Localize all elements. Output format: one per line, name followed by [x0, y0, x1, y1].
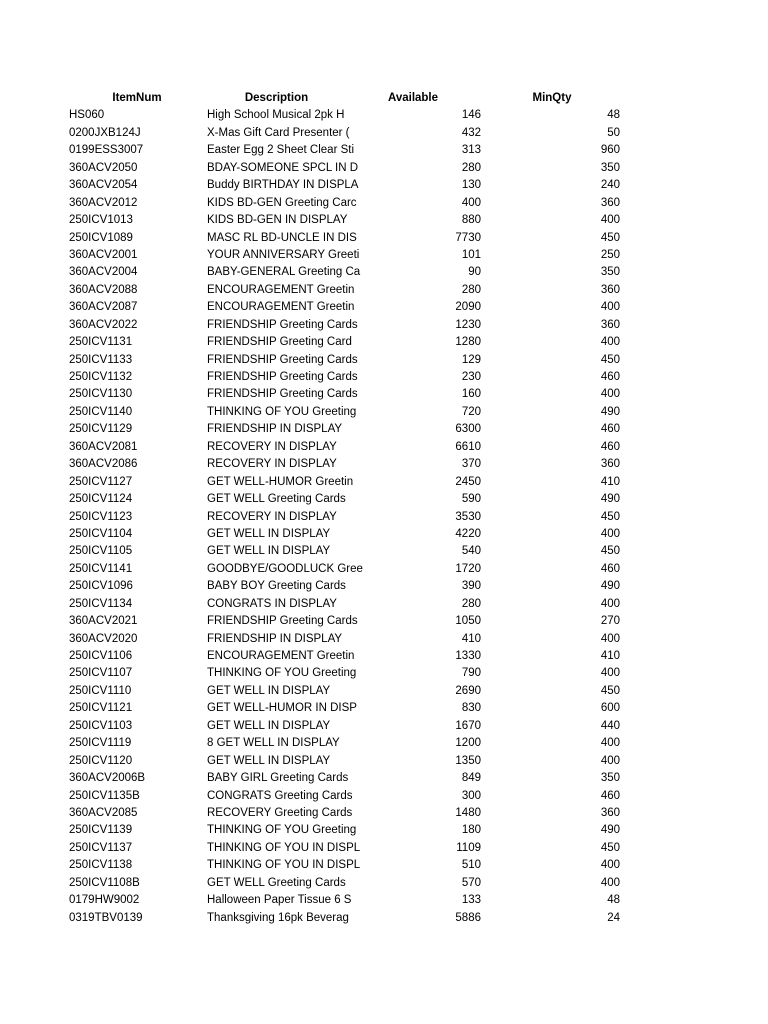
cell-description[interactable]: FRIENDSHIP Greeting Cards — [207, 318, 358, 331]
table-row — [0, 665, 768, 682]
cell-itemnum[interactable]: 250ICV1123 — [69, 510, 133, 523]
cell-itemnum[interactable]: 360ACV2086 — [69, 458, 138, 471]
cell-available[interactable]: 1480 — [455, 806, 481, 819]
cell-minqty[interactable]: 450 — [600, 545, 620, 558]
table-row — [0, 247, 768, 264]
cell-minqty[interactable]: 490 — [600, 824, 620, 837]
cell-description[interactable]: Buddy BIRTHDAY IN DISPLA — [207, 179, 359, 192]
cell-description[interactable]: GET WELL Greeting Cards — [207, 876, 346, 889]
cell-available[interactable]: 280 — [461, 597, 481, 610]
table-row — [0, 840, 768, 857]
cell-available[interactable]: 1230 — [455, 318, 481, 331]
cell-itemnum[interactable]: 360ACV2012 — [69, 196, 138, 209]
table-row — [0, 683, 768, 700]
cell-description[interactable]: RECOVERY IN DISPLAY — [207, 440, 337, 453]
cell-description[interactable]: Easter Egg 2 Sheet Clear Sti — [207, 144, 355, 157]
table-row — [0, 578, 768, 595]
cell-minqty[interactable]: 460 — [600, 440, 620, 453]
cell-itemnum[interactable]: 250ICV1129 — [69, 423, 133, 436]
cell-available[interactable]: 1109 — [456, 841, 481, 854]
cell-itemnum[interactable]: 360ACV2004 — [69, 266, 138, 279]
cell-itemnum[interactable]: 250ICV1121 — [69, 702, 133, 715]
cell-itemnum[interactable]: 250ICV1096 — [69, 580, 133, 593]
cell-minqty[interactable]: 600 — [600, 702, 620, 715]
cell-description[interactable]: THINKING OF YOU Greeting — [207, 667, 357, 680]
table-row — [0, 788, 768, 805]
table-row — [0, 107, 768, 124]
cell-available[interactable]: 830 — [461, 702, 481, 715]
cell-minqty[interactable]: 400 — [600, 667, 620, 680]
cell-description[interactable]: THINKING OF YOU Greeting — [207, 824, 357, 837]
cell-minqty[interactable]: 400 — [600, 388, 620, 401]
cell-available[interactable]: 1350 — [455, 754, 481, 767]
cell-description[interactable]: RECOVERY IN DISPLAY — [207, 510, 337, 523]
cell-itemnum[interactable]: 250ICV1137 — [69, 841, 133, 854]
cell-itemnum[interactable]: 250ICV1134 — [69, 597, 133, 610]
cell-available[interactable]: 101 — [461, 248, 481, 261]
cell-description[interactable]: RECOVERY Greeting Cards — [207, 806, 353, 819]
cell-description[interactable]: CONGRATS IN DISPLAY — [207, 597, 337, 610]
table-row — [0, 892, 768, 909]
cell-description[interactable]: GET WELL IN DISPLAY — [207, 545, 331, 558]
cell-itemnum[interactable]: 250ICV1107 — [69, 667, 133, 680]
table-row — [0, 735, 768, 752]
table-row — [0, 770, 768, 787]
cell-description[interactable]: GET WELL IN DISPLAY — [207, 684, 331, 697]
table-row — [0, 177, 768, 194]
header-row — [0, 90, 768, 107]
cell-description[interactable]: ENCOURAGEMENT Greetin — [207, 301, 355, 314]
header-available[interactable]: Available — [387, 92, 439, 104]
cell-available[interactable]: 432 — [461, 126, 481, 139]
cell-itemnum[interactable]: 360ACV2085 — [69, 806, 138, 819]
cell-minqty[interactable]: 460 — [600, 423, 620, 436]
cell-available[interactable]: 1670 — [455, 719, 481, 732]
cell-available[interactable]: 230 — [461, 371, 481, 383]
header-description[interactable]: Description — [244, 92, 309, 104]
cell-description[interactable]: FRIENDSHIP Greeting Cards — [207, 353, 358, 366]
table-row — [0, 613, 768, 630]
cell-description[interactable]: KIDS BD-GEN Greeting Carc — [207, 196, 357, 209]
table-row — [0, 317, 768, 334]
cell-available[interactable]: 1280 — [455, 336, 481, 349]
cell-description[interactable]: THINKING OF YOU Greeting — [207, 405, 357, 418]
cell-itemnum[interactable]: 250ICV1140 — [69, 405, 133, 418]
table-row — [0, 282, 768, 299]
cell-minqty[interactable]: 450 — [600, 231, 620, 244]
table-row — [0, 561, 768, 578]
cell-minqty[interactable]: 490 — [600, 580, 620, 593]
cell-itemnum[interactable]: 360ACV2088 — [69, 283, 138, 296]
cell-itemnum[interactable]: 250ICV1138 — [69, 859, 133, 872]
cell-description[interactable]: Thanksgiving 16pk Beverag — [207, 911, 349, 924]
cell-description[interactable]: ENCOURAGEMENT Greetin — [207, 283, 355, 296]
cell-description[interactable]: YOUR ANNIVERSARY Greeti — [207, 248, 360, 261]
cell-description[interactable]: High School Musical 2pk H — [207, 109, 345, 122]
cell-minqty[interactable]: 400 — [600, 597, 620, 610]
cell-minqty[interactable]: 400 — [600, 754, 620, 767]
cell-available[interactable]: 300 — [461, 789, 481, 802]
cell-itemnum[interactable]: 0319TBV0139 — [69, 911, 143, 924]
table-row — [0, 125, 768, 142]
cell-itemnum[interactable]: 250ICV1141 — [69, 562, 133, 575]
table-row — [0, 456, 768, 473]
header-minqty[interactable]: MinQty — [532, 92, 572, 104]
cell-itemnum[interactable]: 250ICV1131 — [69, 336, 133, 349]
cell-description[interactable]: BABY-GENERAL Greeting Ca — [207, 266, 361, 279]
table-body — [0, 107, 768, 927]
cell-description[interactable]: THINKING OF YOU IN DISPL — [207, 841, 361, 854]
cell-minqty[interactable]: 350 — [600, 772, 620, 785]
table-row — [0, 718, 768, 735]
table-row — [0, 386, 768, 403]
cell-minqty[interactable]: 24 — [607, 911, 620, 924]
cell-itemnum[interactable]: 360ACV2054 — [69, 179, 138, 192]
cell-minqty[interactable]: 410 — [600, 475, 620, 488]
cell-description[interactable]: FRIENDSHIP Greeting Cards — [207, 371, 358, 383]
table-row — [0, 491, 768, 508]
cell-itemnum[interactable]: 360ACV2001 — [69, 248, 138, 261]
cell-available[interactable]: 3530 — [455, 510, 481, 523]
cell-description[interactable]: ENCOURAGEMENT Greetin — [207, 650, 355, 662]
cell-minqty[interactable]: 360 — [600, 283, 620, 296]
cell-description[interactable]: MASC RL BD-UNCLE IN DIS — [207, 231, 357, 244]
header-itemnum[interactable]: ItemNum — [112, 92, 162, 104]
cell-description[interactable]: THINKING OF YOU IN DISPL — [207, 859, 361, 872]
cell-itemnum[interactable]: 0179HW9002 — [69, 894, 140, 907]
cell-available[interactable]: 313 — [461, 144, 481, 157]
cell-minqty[interactable]: 400 — [600, 301, 620, 314]
cell-available[interactable]: 280 — [461, 283, 481, 296]
table-row — [0, 369, 768, 386]
cell-minqty[interactable]: 250 — [600, 248, 620, 261]
cell-itemnum[interactable]: 250ICV1106 — [69, 650, 133, 662]
table-row — [0, 352, 768, 369]
cell-available[interactable]: 370 — [461, 458, 481, 471]
cell-available[interactable]: 280 — [461, 161, 481, 174]
cell-available[interactable]: 180 — [461, 824, 481, 837]
table-row — [0, 596, 768, 613]
cell-minqty[interactable]: 360 — [600, 196, 620, 209]
cell-available[interactable]: 510 — [461, 859, 481, 872]
cell-minqty[interactable]: 400 — [600, 859, 620, 872]
cell-available[interactable]: 2090 — [455, 301, 481, 314]
cell-description[interactable]: GET WELL IN DISPLAY — [207, 527, 331, 540]
cell-itemnum[interactable]: 360ACV2006B — [69, 772, 146, 785]
cell-available[interactable]: 7730 — [455, 231, 481, 244]
cell-itemnum[interactable]: 360ACV2020 — [69, 632, 138, 645]
cell-itemnum[interactable]: 250ICV1119 — [69, 737, 132, 750]
table-row — [0, 404, 768, 421]
cell-minqty[interactable]: 350 — [600, 266, 620, 279]
cell-description[interactable]: KIDS BD-GEN IN DISPLAY — [207, 214, 348, 227]
table-row — [0, 631, 768, 648]
cell-minqty[interactable]: 360 — [600, 806, 620, 819]
table-row — [0, 142, 768, 159]
cell-available[interactable]: 6610 — [455, 440, 481, 453]
cell-minqty[interactable]: 400 — [600, 214, 620, 227]
cell-minqty[interactable]: 48 — [607, 109, 620, 122]
cell-itemnum[interactable]: 360ACV2081 — [69, 440, 138, 453]
cell-minqty[interactable]: 400 — [600, 632, 620, 645]
table-row — [0, 910, 768, 927]
table-row — [0, 543, 768, 560]
table-row — [0, 334, 768, 351]
cell-itemnum[interactable]: 250ICV1013 — [69, 214, 133, 227]
cell-minqty[interactable]: 350 — [600, 161, 620, 174]
cell-minqty[interactable]: 400 — [600, 876, 620, 889]
cell-available[interactable]: 880 — [461, 214, 481, 227]
cell-available[interactable]: 400 — [461, 196, 481, 209]
cell-description[interactable]: FRIENDSHIP IN DISPLAY — [207, 632, 343, 645]
cell-available[interactable]: 130 — [461, 179, 481, 192]
cell-itemnum[interactable]: 250ICV1103 — [69, 719, 133, 732]
cell-minqty[interactable]: 400 — [600, 336, 620, 349]
cell-minqty[interactable]: 490 — [600, 493, 620, 506]
table-row — [0, 474, 768, 491]
cell-available[interactable]: 2690 — [455, 684, 481, 697]
table-row — [0, 230, 768, 247]
cell-itemnum[interactable]: 250ICV1108B — [69, 876, 140, 889]
cell-minqty[interactable]: 400 — [600, 527, 620, 540]
cell-itemnum[interactable]: 0199ESS3007 — [69, 144, 144, 157]
cell-itemnum[interactable]: 250ICV1089 — [69, 231, 133, 244]
cell-itemnum[interactable]: 250ICV1104 — [69, 527, 133, 540]
cell-minqty[interactable]: 450 — [600, 841, 620, 854]
cell-available[interactable]: 4220 — [455, 527, 481, 540]
table-row — [0, 160, 768, 177]
cell-itemnum[interactable]: 250ICV1133 — [69, 353, 133, 366]
cell-available[interactable]: 540 — [461, 545, 481, 558]
cell-description[interactable]: GET WELL Greeting Cards — [207, 493, 346, 506]
cell-available[interactable]: 129 — [461, 353, 481, 366]
table-row — [0, 509, 768, 526]
cell-available[interactable]: 146 — [461, 109, 481, 122]
table-row — [0, 299, 768, 316]
cell-available[interactable]: 1330 — [455, 650, 481, 662]
cell-minqty[interactable]: 440 — [600, 719, 620, 732]
table-row — [0, 526, 768, 543]
table-row — [0, 700, 768, 717]
cell-description[interactable]: Halloween Paper Tissue 6 S — [207, 894, 352, 907]
cell-available[interactable]: 1720 — [455, 562, 481, 575]
cell-itemnum[interactable]: HS060 — [69, 109, 105, 122]
cell-minqty[interactable]: 240 — [600, 179, 620, 192]
cell-description[interactable]: GET WELL-HUMOR IN DISP — [207, 702, 357, 715]
cell-minqty[interactable]: 460 — [600, 371, 620, 383]
cell-description[interactable]: FRIENDSHIP Greeting Card — [207, 336, 352, 349]
cell-available[interactable]: 2450 — [455, 475, 481, 488]
cell-available[interactable]: 849 — [461, 772, 481, 785]
cell-minqty[interactable]: 460 — [600, 789, 620, 802]
cell-available[interactable]: 6300 — [455, 423, 481, 436]
cell-description[interactable]: X-Mas Gift Card Presenter ( — [207, 126, 350, 139]
cell-itemnum[interactable]: 250ICV1132 — [69, 371, 133, 383]
spreadsheet — [0, 90, 768, 927]
cell-available[interactable]: 790 — [461, 667, 481, 680]
cell-available[interactable]: 1200 — [455, 737, 481, 750]
cell-itemnum[interactable]: 360ACV2087 — [69, 301, 138, 314]
table-row — [0, 648, 768, 665]
cell-itemnum[interactable]: 250ICV1124 — [69, 493, 133, 506]
cell-description[interactable]: BABY BOY Greeting Cards — [207, 580, 346, 593]
cell-itemnum[interactable]: 250ICV1139 — [69, 824, 133, 837]
table-row — [0, 212, 768, 229]
cell-minqty[interactable]: 360 — [600, 458, 620, 471]
cell-description[interactable]: FRIENDSHIP Greeting Cards — [207, 388, 358, 401]
cell-available[interactable]: 1050 — [455, 615, 481, 628]
cell-available[interactable]: 390 — [461, 580, 481, 593]
cell-description[interactable]: BABY GIRL Greeting Cards — [207, 772, 349, 785]
table-row — [0, 805, 768, 822]
cell-minqty[interactable]: 48 — [607, 894, 620, 907]
table-row — [0, 421, 768, 438]
cell-minqty[interactable]: 50 — [607, 126, 620, 139]
cell-description[interactable]: FRIENDSHIP IN DISPLAY — [207, 423, 343, 436]
cell-itemnum[interactable]: 360ACV2022 — [69, 318, 138, 331]
cell-available[interactable]: 410 — [461, 632, 481, 645]
cell-minqty[interactable]: 270 — [600, 615, 620, 628]
cell-itemnum[interactable]: 250ICV1135B — [69, 789, 140, 802]
cell-itemnum[interactable]: 250ICV1127 — [69, 475, 133, 488]
cell-available[interactable]: 720 — [461, 405, 481, 418]
table-row — [0, 857, 768, 874]
cell-description[interactable]: GET WELL IN DISPLAY — [207, 719, 331, 732]
cell-available[interactable]: 160 — [461, 388, 481, 401]
cell-itemnum[interactable]: 360ACV2021 — [69, 615, 138, 628]
cell-itemnum[interactable]: 250ICV1130 — [69, 388, 133, 401]
cell-minqty[interactable]: 400 — [600, 737, 620, 750]
cell-description[interactable]: GOODBYE/GOODLUCK Gree — [207, 562, 363, 575]
table-row — [0, 264, 768, 281]
cell-itemnum[interactable]: 250ICV1120 — [69, 754, 133, 767]
table-row — [0, 753, 768, 770]
table-row — [0, 439, 768, 456]
cell-available[interactable]: 133 — [461, 894, 481, 907]
cell-itemnum[interactable]: 250ICV1110 — [69, 684, 132, 697]
cell-minqty[interactable]: 360 — [600, 318, 620, 331]
cell-minqty[interactable]: 450 — [600, 510, 620, 523]
cell-description[interactable]: FRIENDSHIP Greeting Cards — [207, 615, 358, 628]
cell-description[interactable]: CONGRATS Greeting Cards — [207, 789, 353, 802]
cell-minqty[interactable]: 960 — [600, 144, 620, 157]
cell-available[interactable]: 570 — [461, 876, 481, 889]
cell-itemnum[interactable]: 360ACV2050 — [69, 161, 138, 174]
cell-description[interactable]: BDAY-SOMEONE SPCL IN D — [207, 161, 359, 174]
cell-itemnum[interactable]: 0200JXB124J — [69, 126, 141, 139]
cell-description[interactable]: RECOVERY IN DISPLAY — [207, 458, 337, 471]
cell-minqty[interactable]: 490 — [600, 405, 620, 418]
cell-available[interactable]: 590 — [461, 493, 481, 506]
table-row — [0, 822, 768, 839]
cell-minqty[interactable]: 410 — [600, 650, 620, 662]
cell-description[interactable]: GET WELL IN DISPLAY — [207, 754, 331, 767]
cell-minqty[interactable]: 460 — [600, 562, 620, 575]
cell-available[interactable]: 90 — [468, 266, 481, 279]
cell-available[interactable]: 5886 — [455, 911, 481, 924]
cell-itemnum[interactable]: 250ICV1105 — [69, 545, 133, 558]
table-row — [0, 875, 768, 892]
cell-minqty[interactable]: 450 — [600, 684, 620, 697]
table-row — [0, 195, 768, 212]
cell-description[interactable]: GET WELL-HUMOR Greetin — [207, 475, 354, 488]
cell-minqty[interactable]: 450 — [600, 353, 620, 366]
cell-description[interactable]: 8 GET WELL IN DISPLAY — [207, 737, 340, 750]
